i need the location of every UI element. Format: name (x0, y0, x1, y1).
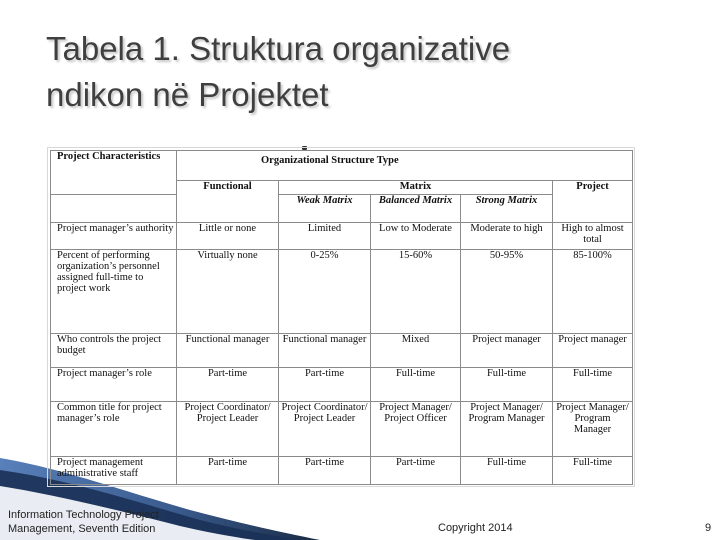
table-cell: 85-100% (553, 250, 633, 334)
footer-source (8, 508, 208, 536)
table-cell: Project manager (553, 334, 633, 368)
table-cell: Part-time (279, 457, 371, 485)
table-cell: Project Coordinator/ Project Leader (177, 402, 279, 457)
slide-title-line-1: Tabela 1. Struktura organizative (46, 30, 511, 67)
table-row (51, 402, 633, 457)
table-cell: Project Manager/ Project Officer (371, 402, 461, 457)
table-cell: Functional manager (177, 334, 279, 368)
table-cell: Project manager (461, 334, 553, 368)
table-cell: High to almost total (553, 223, 633, 250)
table-cell: Functional manager (279, 334, 371, 368)
table-cell: Full-time (461, 368, 553, 402)
table-row (51, 223, 633, 250)
matrix-header: Matrix (279, 181, 553, 195)
page-number: 9 (705, 522, 712, 534)
table-cell: Little or none (177, 223, 279, 250)
table-cell: Part-time (177, 457, 279, 485)
row-label: Project management administrative staff (51, 457, 177, 485)
table-row (51, 457, 633, 485)
footer-source-line-1: Information Technology Project (8, 509, 159, 521)
slide-title-line-2: ndikon në Projektet (46, 76, 329, 113)
table-cell: Full-time (461, 457, 553, 485)
balanced-matrix-header: Balanced Matrix (371, 195, 461, 223)
row-label: Project manager’s authority (51, 223, 177, 250)
slide-title (46, 26, 666, 118)
org-structure-table (50, 150, 633, 485)
row-label: Common title for project manager’s role (51, 402, 177, 457)
table-cell: Low to Moderate (371, 223, 461, 250)
footer-source-line-2: Management, Seventh Edition (8, 523, 156, 535)
table-cell: Full-time (553, 368, 633, 402)
table-cell: 50-95% (461, 250, 553, 334)
strong-matrix-header: Strong Matrix (461, 195, 553, 223)
table-cell: Project Coordinator/ Project Leader (279, 402, 371, 457)
table-cell: Project Manager/ Program Manager (553, 402, 633, 457)
table-cell: 15-60% (371, 250, 461, 334)
table-row (51, 368, 633, 402)
table-row (51, 334, 633, 368)
org-type-header: Organizational Structure Type (177, 151, 633, 181)
footer-copyright: Copyright 2014 (438, 522, 513, 534)
functional-header: Functional (177, 181, 279, 223)
corner-label: Project Characteristics (51, 151, 177, 195)
table-cell: Mixed (371, 334, 461, 368)
table-cell: Limited (279, 223, 371, 250)
project-header: Project (553, 181, 633, 223)
table-cell: Part-time (371, 457, 461, 485)
table-cell: Project Manager/ Program Manager (461, 402, 553, 457)
table-row (51, 250, 633, 334)
table-cell: Moderate to high (461, 223, 553, 250)
org-structure-table-container (50, 150, 632, 484)
table-cell: 0-25% (279, 250, 371, 334)
table-cell: Full-time (553, 457, 633, 485)
weak-matrix-header: Weak Matrix (279, 195, 371, 223)
table-cell: Part-time (177, 368, 279, 402)
row-label: Percent of performing organization’s personnel assigned full-time to project work (51, 250, 177, 334)
row-label: Who controls the project budget (51, 334, 177, 368)
table-cell: Virtually none (177, 250, 279, 334)
table-cell: Part-time (279, 368, 371, 402)
corner-spacer (51, 195, 177, 223)
table-cell: Full-time (371, 368, 461, 402)
row-label: Project manager’s role (51, 368, 177, 402)
